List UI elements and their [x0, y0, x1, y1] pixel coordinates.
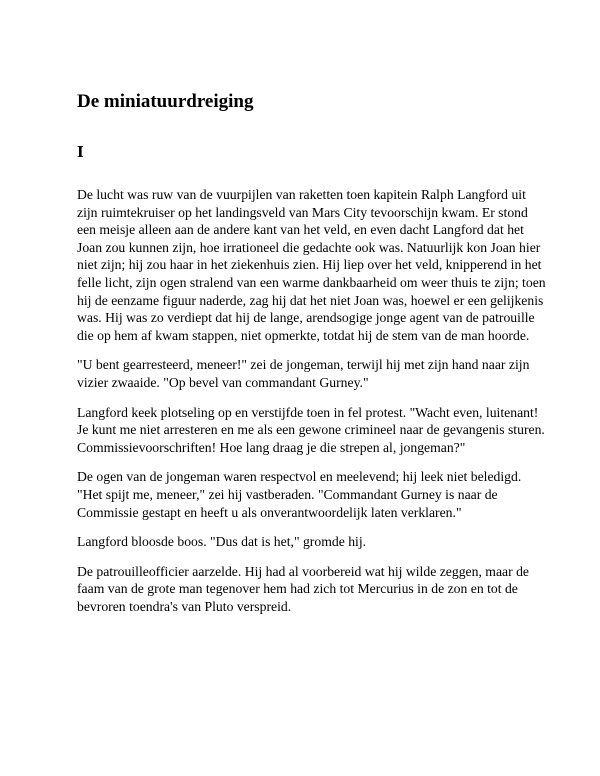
document-title: De miniatuurdreiging [77, 91, 254, 112]
document-page [77, 90, 547, 627]
paragraph: "U bent gearresteerd, meneer!" zei de jongeman, terwijl hij met zijn hand naar zijn vizier zwaaide. "Op bevel van commandant Gurney." [77, 357, 530, 390]
chapter-heading: I [77, 142, 84, 161]
paragraph: De patrouilleofficier aarzelde. Hij had al voorbereid wat hij wilde zeggen, maar de faam van de grote man tegenover hem had zich tot Mercurius in de zon en tot de bevroren toendra's van Pluto verspreid. [77, 563, 529, 614]
chapter-body [77, 186, 547, 615]
paragraph: De lucht was ruw van de vuurpijlen van raketten toen kapitein Ralph Langford uit zijn ruimtekruiser op het landingsveld van Mars City tevoorschijn kwam. Er stond een meisje alleen aan de andere kant van het veld, en even dacht Langford dat het Joan zou kunnen zijn, hoe irrationeel die gedachte ook was. Natuurlijk kon Joan hier niet zijn; hij zou haar in het ziekenhuis zien. Hij liep over het veld, knipperend in het felle licht, zijn ogen stralend van een warme dankbaarheid om weer thuis te zijn; toen hij de eenzame figuur naderde, zag hij dat het niet Joan was, hoewel er een gelijkenis was. Hij was zo verdiept dat hij de lange, arendsogige jonge agent van de patrouille die op hem af kwam stappen, niet opmerkte, totdat hij de stem van de man hoorde. [77, 187, 546, 343]
paragraph: De ogen van de jongeman waren respectvol en meelevend; hij leek niet beledigd. "Het spijt me, meneer," zei hij vastberaden. "Commandant Gurney is naar de Commissie gestapt en heeft u als onverantwoordelijk laten verklaren." [77, 469, 522, 520]
paragraph: Langford keek plotseling op en verstijfde toen in fel protest. "Wacht even, luitenant! Je kunt me niet arresteren en me als een gewone crimineel naar de gevangenis sturen. Commissievoorschriften! Hoe lang draag je die strepen al, jongeman?" [77, 404, 545, 455]
paragraph: Langford bloosde boos. "Dus dat is het," gromde hij. [77, 534, 367, 550]
